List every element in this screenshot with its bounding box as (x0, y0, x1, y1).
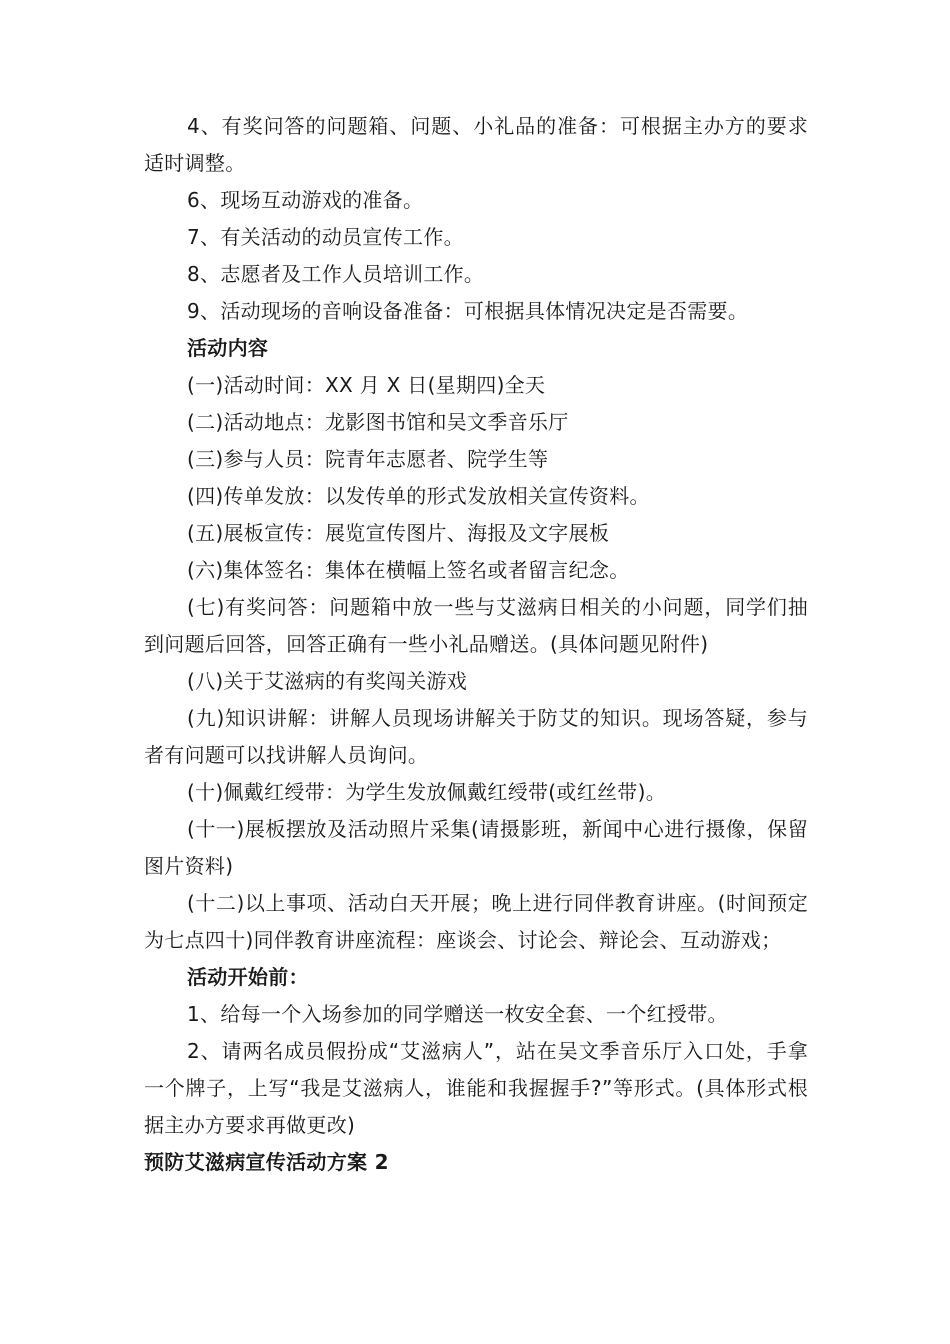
list-item: 9、活动现场的音响设备准备：可根据具体情况决定是否需要。 (187, 299, 749, 323)
list-item: (十一)展板摆放及活动照片采集(请摄影班，新闻中心进行摄像，保留图片资料) (144, 817, 808, 878)
list-item: 7、有关活动的动员宣传工作。 (187, 225, 464, 249)
list-item: 4、有奖问答的问题箱、问题、小礼品的准备：可根据主办方的要求适时调整。 (144, 114, 808, 175)
list-item: (七)有奖问答：问题箱中放一些与艾滋病日相关的小问题，同学们抽到问题后回答，回答正确有一些小礼品赠送。(具体问题见附件) (144, 595, 808, 656)
list-item: 1、给每一个入场参加的同学赠送一枚安全套、一个红授带。 (187, 1002, 728, 1026)
document-body (144, 108, 808, 1181)
list-item: (六)集体签名：集体在横幅上签名或者留言纪念。 (187, 558, 630, 582)
list-item: 2、请两名成员假扮成“艾滋病人”，站在吴文季音乐厅入口处，手拿一个牌子，上写“我是艾滋病人，谁能和我握握手?”等形式。(具体形式根据主办方要求再做更改) (144, 1039, 808, 1137)
list-item: (五)展板宣传：展览宣传图片、海报及文字展板 (187, 521, 610, 545)
document-title-plan-2: 预防艾滋病宣传活动方案 2 (144, 1150, 389, 1174)
list-item: (九)知识讲解：讲解人员现场讲解关于防艾的知识。现场答疑，参与者有问题可以找讲解人员询问。 (144, 706, 808, 767)
list-item: (二)活动地点：龙影图书馆和吴文季音乐厅 (187, 410, 569, 434)
list-item: (一)活动时间：XX 月 X 日(星期四)全天 (187, 373, 546, 397)
list-item: (四)传单发放：以发传单的形式发放相关宣传资料。 (187, 484, 650, 508)
list-item: (三)参与人员：院青年志愿者、院学生等 (187, 447, 549, 471)
list-item: (八)关于艾滋病的有奖闯关游戏 (187, 669, 468, 693)
list-item: (十二)以上事项、活动白天开展；晚上进行同伴教育讲座。(时间预定为七点四十)同伴教育讲座流程：座谈会、讨论会、辩论会、互动游戏； (144, 891, 808, 952)
list-item: (十)佩戴红绶带：为学生发放佩戴红绶带(或红丝带)。 (187, 780, 667, 804)
list-item: 6、现场互动游戏的准备。 (187, 188, 424, 212)
section-heading-activity-content: 活动内容 (187, 336, 269, 360)
list-item: 8、志愿者及工作人员培训工作。 (187, 262, 485, 286)
section-heading-before-activity: 活动开始前： (187, 965, 309, 989)
